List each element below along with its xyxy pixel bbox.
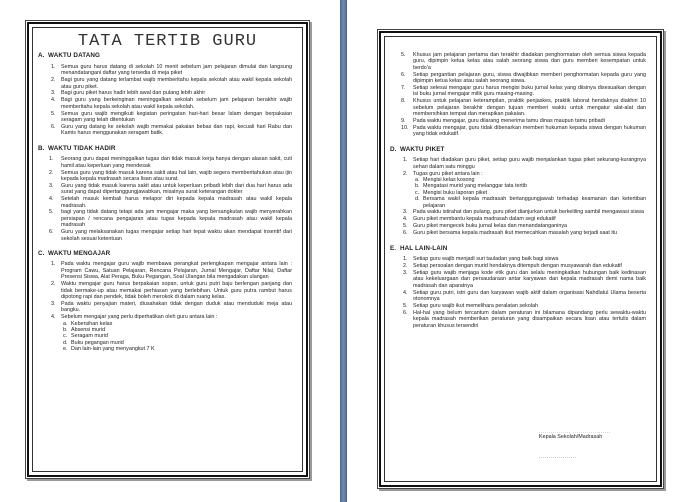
item-text: Pada waktu mengajar guru wajib membawa perangkat perlengkapan mengajar antara lain : Program Cawu, Satuan Pelajaran, Rencana Pelajaran, Jurnal Mengajar, Daftar Nilai, Daftar Presensi Siswa, Alat Peraga, Buku Pegangan, Soal Ulangan bila mengadakan ulangan: [61, 261, 292, 281]
item-text: bagi yang tidak datang tetapi ada jam mengajar maka yang bersangkutan wajib menyerahkan persiapan / rencana pengajaran atau tugas kepada kepala madrasah atau wakil kepala madrasah: [61, 209, 292, 229]
item-text: Pada waktu penyajian materi, diusahakan tidak dengan duduk atau menduduki meja atau bangku.: [61, 300, 292, 314]
sub-item-text: Mengisi kelas kosong: [423, 176, 475, 183]
item-text: Setiap guru wajib menjaga kode etik guru dan selalu meningkatkan hubungan baik kedinasan atau kekeluargaan dan persaudaraan antar karyawan dan kepala madrasah demi nama baik madrasah dan aparatnya: [413, 269, 646, 289]
list-item: [405, 310, 646, 329]
section-b-list: [29, 156, 306, 242]
item-number: 2.: [403, 262, 408, 269]
list-item: [53, 261, 292, 280]
item-number: 3.: [403, 209, 408, 216]
list-item: [405, 263, 646, 269]
list-item: [53, 64, 292, 77]
section-heading-e: [390, 246, 660, 252]
list-item: [401, 118, 646, 125]
item-text: Guru piket mengecek buku jurnal kelas dan menandatanganinya: [413, 223, 568, 230]
item-number: 4.: [51, 97, 56, 104]
sub-item-text: Absensi murid: [71, 326, 106, 333]
list-item: [53, 124, 292, 137]
section-letter: D.: [390, 145, 397, 153]
item-number: 2.: [51, 281, 56, 288]
section-heading-c: [38, 251, 306, 257]
item-text: Bagi guru yang berkeinginan meninggalkan sekolah sebelum jam pelajaran berakhir wajib memberitahu kepala sekolah atau wakil kepala sekolah.: [61, 97, 292, 110]
list-item: [401, 71, 646, 85]
sub-item-text: Bersama wakil kepala madrasah bertanggungjawab terhadap keamanan dan ketertiban pelajaran: [423, 196, 646, 209]
sub-item-letter: d.: [415, 196, 420, 203]
item-text: Seorang guru dapat meninggalkan tugas dan tidak masuk kerja hanya dengan alasan sakit, cuti hamil atau keperluan yang mendesak: [61, 156, 292, 169]
list-item: [401, 52, 646, 71]
list-item: [49, 169, 292, 183]
sub-item-text: Seragam murid: [71, 333, 108, 340]
item-number: 1.: [403, 255, 408, 262]
item-number: 9.: [401, 118, 406, 125]
item-number: 2.: [49, 169, 54, 176]
sub-item-letter: b.: [415, 183, 420, 190]
sub-item-letter: d.: [63, 339, 68, 346]
section-c-continued-list: [381, 52, 660, 138]
item-text: Setiap hari diadakan guru piket, setiap guru wajib menjalankan tugas piket sekurang-kurangnya sehari dalam satu minggu: [413, 157, 646, 170]
section-title: WAKTU DATANG: [48, 52, 101, 60]
section-a-list: [29, 64, 306, 137]
item-number: 4.: [403, 216, 408, 223]
document-page-2: [379, 31, 662, 487]
page-divider: [340, 0, 347, 502]
item-number: 6.: [49, 229, 54, 236]
list-item: [405, 223, 646, 229]
list-item: [53, 281, 292, 300]
item-number: 5.: [401, 52, 406, 58]
item-number: 6.: [401, 71, 406, 78]
item-number: 1.: [403, 157, 408, 164]
sub-item-letter: b.: [63, 326, 68, 333]
item-number: 1.: [51, 63, 56, 70]
list-item: [405, 171, 646, 209]
item-number: 7.: [401, 85, 406, 92]
section-title: HAL LAIN-LAIN: [400, 244, 448, 252]
item-number: 6.: [403, 309, 408, 316]
item-text: Guru yang tidak masuk karena sakit atau untuk keperluan pribadi lebih dari dua hari harus ada surat yang dapat dipertanggungjawabkan, misalnya surat keterangan dokter: [61, 182, 292, 196]
section-heading-a: [38, 53, 306, 59]
item-text: Khusus untuk pelajaran keterampilan, praktik penjaskes, praktik laborat hendaknya diakhiri 10 sebelum pelajaran berakhir dengan tujuan memberi waktu untuk mengatur alat-alat dan membersihkan tempat dan merapikan pakaian.: [413, 98, 646, 118]
section-title: WAKTU MENGAJAR: [48, 249, 111, 257]
item-text: Pada waktu mengajar, guru tidak dibenarkan memberi hukuman kepada siswa dengan hukuman yang tidak edukatif.: [413, 124, 646, 138]
item-text: Bagi guru piket harus hadir lebih awal dan pulang lebih akhir: [61, 90, 206, 97]
sub-item-letter: c.: [63, 333, 68, 340]
list-item: [401, 85, 646, 98]
item-text: Semua guru yang tidak masuk karena sakit atau hal lain, wajib segera memberitahukan atau ijin kepada kepala madrasah secara lisan atau surat.: [61, 169, 292, 182]
item-text: Setiap guru wajib ikut memelihara peralatan sekolah: [413, 302, 538, 309]
sub-item-text: Kebersihan kelas: [71, 320, 113, 327]
sub-list: [61, 321, 292, 353]
item-number: 6.: [403, 230, 408, 237]
sub-item-letter: e.: [63, 346, 68, 353]
item-text: Guru piket membantu kepala madrasah dalam segi edukatif: [413, 216, 556, 223]
section-heading-d: [390, 147, 660, 153]
list-item: [53, 301, 292, 314]
signature-name-line: ...................: [539, 454, 577, 460]
document-title: TATA TERTIB GURU: [77, 32, 258, 51]
sub-item-text: Mengisi buku laporan piket: [423, 189, 488, 196]
sub-list-item: [63, 346, 292, 352]
sub-item-text: Buku pegangan murid: [71, 339, 124, 346]
signature-place-date: ..............., ...................: [539, 429, 611, 435]
item-number: 6.: [51, 123, 56, 130]
item-number: 2.: [51, 77, 56, 84]
list-item: [405, 216, 646, 222]
item-text: Guru yang melaksanakan tugas mengajar setiap hari tepat waktu akan mendapat insentif dari sekolah sesuai ketentuan: [61, 229, 292, 242]
list-item: [405, 270, 646, 289]
item-number: 3.: [403, 269, 408, 276]
item-number: 8.: [401, 98, 406, 105]
list-item: [53, 314, 292, 352]
item-text: Setelah masuk kembali harus melapor diri kepada kepala madrasah atau wakil kepala madrasah.: [61, 196, 292, 209]
sub-list: [413, 177, 646, 209]
list-item: [53, 90, 292, 96]
list-item: [405, 303, 646, 309]
item-number: 5.: [403, 223, 408, 230]
list-item: [53, 77, 292, 90]
item-text: Guru yang datang ke sekolah wajib memakai pakaian bebas dan rapi, kecuali hari Rabu dan Kamis harus menggunakan seragam batik.: [61, 123, 292, 137]
section-e-list: [381, 256, 660, 329]
list-item: [405, 230, 646, 236]
list-item: [405, 157, 646, 170]
document-page-1: [27, 22, 308, 477]
section-title: WAKTU TIDAK HADIR: [48, 144, 116, 152]
item-number: 4.: [403, 289, 408, 296]
list-item: [53, 111, 292, 124]
item-text: Waktu mengajar guru harus berpakaian sopan, untuk guru putri baju berlengan panjang dan tidak bermake-up atau memakai perhiasan yang berlebihan. Untuk guru putra rambut harus dipotong rapi dan pendek, tidak boleh merokok di dalam ruang kelas.: [61, 281, 292, 300]
list-item: [49, 229, 292, 242]
sub-item-letter: a.: [63, 320, 68, 327]
item-number: 5.: [51, 110, 56, 117]
list-item: [53, 97, 292, 110]
item-number: 3.: [49, 182, 54, 189]
list-item: [405, 256, 646, 262]
section-d-list: [381, 157, 660, 236]
list-item: [49, 196, 292, 209]
list-item: [49, 209, 292, 229]
item-number: 5.: [403, 302, 408, 309]
item-text: Setiap guru wajib menjadi suri tauladan yang baik bagi siswa: [413, 255, 559, 262]
item-text: Setiap persoalan dengan murid hendaknya ditempuh dengan musyawarah dan edukatif: [413, 262, 622, 269]
item-text: Setiap guru putri, istri guru dan karyawan wajib aktif dalam organisasi Nahdlatul Ulama beserta otonomnya: [413, 289, 646, 302]
section-letter: E.: [390, 244, 397, 252]
sub-item-text: Mengatasi murid yang melanggar tata tertib: [423, 183, 527, 190]
item-text: Semua guru harus datang di sekolah 10 menit sebelum jam pelajaran dimulai dan langsung menandatangani daftar yang tersedia di meja piket: [61, 63, 292, 77]
section-letter: C.: [38, 249, 45, 257]
list-item: [405, 290, 646, 303]
item-text: Guru piket bersama kepala madrasah ikut memecahkan masalah yang terjadi saat itu: [413, 230, 618, 237]
item-number: 4.: [51, 314, 56, 321]
sub-list-item: [415, 196, 646, 209]
item-text: Setiap selesai mengajar guru harus mengisi buku jurnal kelas yang diisinya disesuaikan dengan isi buku jurnal mengajar milik guru masing-masing.: [413, 85, 646, 98]
sub-item-text: Dan lain-lain yang menyangkut 7 K: [71, 346, 155, 353]
item-number: 10.: [401, 124, 409, 131]
section-letter: B.: [38, 144, 45, 152]
list-item: [401, 98, 646, 118]
list-item: [49, 182, 292, 196]
item-number: 3.: [51, 90, 56, 97]
sub-item-letter: a.: [415, 176, 420, 183]
list-item: [405, 209, 646, 215]
item-number: 1.: [51, 261, 56, 268]
item-number: 1.: [49, 156, 54, 163]
item-number: 3.: [51, 300, 56, 307]
section-heading-b: [38, 146, 306, 152]
list-item: [49, 156, 292, 169]
item-text: Sebelum mengajar yang perlu diperhatikan oleh guru antara lain :: [61, 314, 218, 321]
item-text: Hal-hal yang belum tercantum dalam peraturan ini bilamana dipandang perlu sewaktu-waktu kepala madrasah memberikan peraturan yang disampaikan secara lisan atau tertulis dalam peraturan khusus tersendiri: [413, 309, 646, 329]
item-text: Setiap pergantian pelajaran guru, siswa diwajibkan memberi penghormatan kepada guru yang dipimpin ketua kelas atau salah seorang siswa.: [413, 71, 646, 85]
item-number: 2.: [403, 170, 408, 177]
item-text: Semua guru wajib mengikuti kegiatan peringatan hari-hari besar Islam dengan berpakaian seragam yang telah ditentukan: [61, 110, 292, 124]
item-text: Pada waktu mengajar, guru dilarang menerima tamu dinas maupun tamu pribadi: [413, 118, 605, 125]
item-number: 5.: [49, 209, 54, 216]
signature-title: Kepala Sekolah/Madrasah: [539, 434, 603, 440]
item-text: Pada waktu istirahat dan pulang, guru piket dianjurkan untuk berkeliling sambil mengawasi siswa: [413, 209, 645, 216]
item-text: Bagi guru yang datang terlambat wajib memberitahu kepala sekolah atau wakil kepala sekolah atau guru piket.: [61, 77, 292, 90]
item-number: 4.: [49, 196, 54, 203]
page-2-content: [381, 33, 660, 485]
page-1-content: [29, 24, 306, 475]
section-letter: A.: [38, 52, 45, 60]
list-item: [401, 124, 646, 138]
item-text: Tugas guru piket antara lain :: [413, 170, 483, 177]
section-title: WAKTU PIKET: [400, 145, 445, 153]
section-c-list: [29, 261, 306, 352]
item-text: Khusus jam pelajaran pertama dan terakhir diadakan penghormatan oleh semua siswa kepada guru, dipimpin ketua kelas atau salah seorang siswa dan guru memberi kesempatan untuk berdo'a: [413, 52, 646, 71]
sub-item-letter: c.: [415, 189, 420, 196]
